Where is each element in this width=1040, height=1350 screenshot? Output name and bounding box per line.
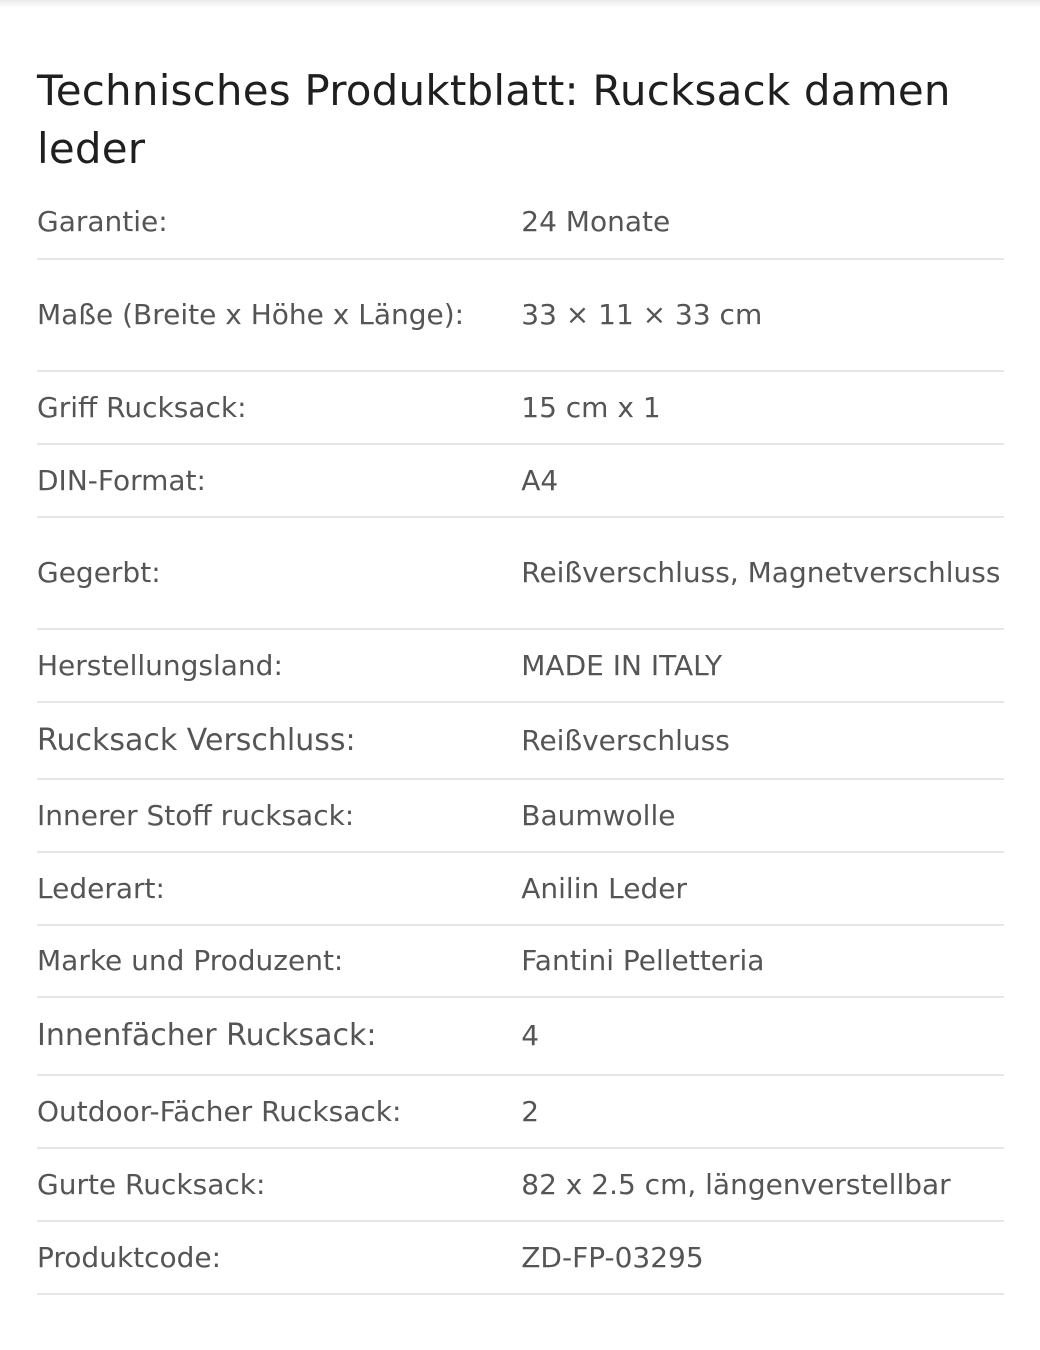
spec-value: MADE IN ITALY xyxy=(521,629,1004,702)
spec-row-masse xyxy=(37,259,1004,371)
spec-value: Reißverschluss xyxy=(521,702,1004,779)
spec-row-outdoor-faecher xyxy=(37,1075,1004,1148)
spec-row-garantie xyxy=(37,186,1004,259)
spec-label: Innerer Stoff rucksack: xyxy=(37,779,521,852)
spec-value: Baumwolle xyxy=(521,779,1004,852)
spec-value: 4 xyxy=(521,997,1004,1075)
spec-value: 82 x 2.5 cm, längenverstellbar xyxy=(521,1148,1004,1221)
spec-row-innerer-stoff xyxy=(37,779,1004,852)
spec-label: Lederart: xyxy=(37,852,521,925)
product-spec-sheet xyxy=(37,62,1004,1295)
spec-label: Garantie: xyxy=(37,186,521,259)
spec-value: 33 × 11 × 33 cm xyxy=(521,259,1004,371)
spec-label: Griff Rucksack: xyxy=(37,371,521,444)
spec-label: Gurte Rucksack: xyxy=(37,1148,521,1221)
spec-row-herstellungsland xyxy=(37,629,1004,702)
spec-value: 24 Monate xyxy=(521,186,1004,259)
spec-row-gegerbt xyxy=(37,517,1004,629)
spec-row-verschluss xyxy=(37,702,1004,779)
spec-sheet-title: Technisches Produktblatt: Rucksack damen leder xyxy=(37,66,951,173)
spec-row-lederart xyxy=(37,852,1004,925)
spec-label: DIN-Format: xyxy=(37,444,521,517)
spec-row-din-format xyxy=(37,444,1004,517)
top-bar-shadow xyxy=(0,0,1040,8)
spec-row-gurte xyxy=(37,1148,1004,1221)
spec-row-produktcode xyxy=(37,1221,1004,1294)
spec-value: Anilin Leder xyxy=(521,852,1004,925)
spec-label: Herstellungsland: xyxy=(37,629,521,702)
spec-value: 15 cm x 1 xyxy=(521,371,1004,444)
spec-value: A4 xyxy=(521,444,1004,517)
spec-value: 2 xyxy=(521,1075,1004,1148)
spec-value: Reißverschluss, Magnetverschluss xyxy=(521,517,1004,629)
spec-table xyxy=(37,186,1004,1295)
spec-label: Outdoor-Fächer Rucksack: xyxy=(37,1075,521,1148)
spec-label: Marke und Produzent: xyxy=(37,925,521,997)
spec-value: ZD-FP-03295 xyxy=(521,1221,1004,1294)
spec-label: Gegerbt: xyxy=(37,517,521,629)
spec-label: Rucksack Verschluss: xyxy=(37,702,521,779)
spec-row-marke xyxy=(37,925,1004,997)
spec-label: Innenfächer Rucksack: xyxy=(37,997,521,1075)
spec-label: Produktcode: xyxy=(37,1221,521,1294)
spec-label: Maße (Breite x Höhe x Länge): xyxy=(37,259,521,371)
spec-row-griff xyxy=(37,371,1004,444)
spec-row-innenfaecher xyxy=(37,997,1004,1075)
spec-value: Fantini Pelletteria xyxy=(521,925,1004,997)
